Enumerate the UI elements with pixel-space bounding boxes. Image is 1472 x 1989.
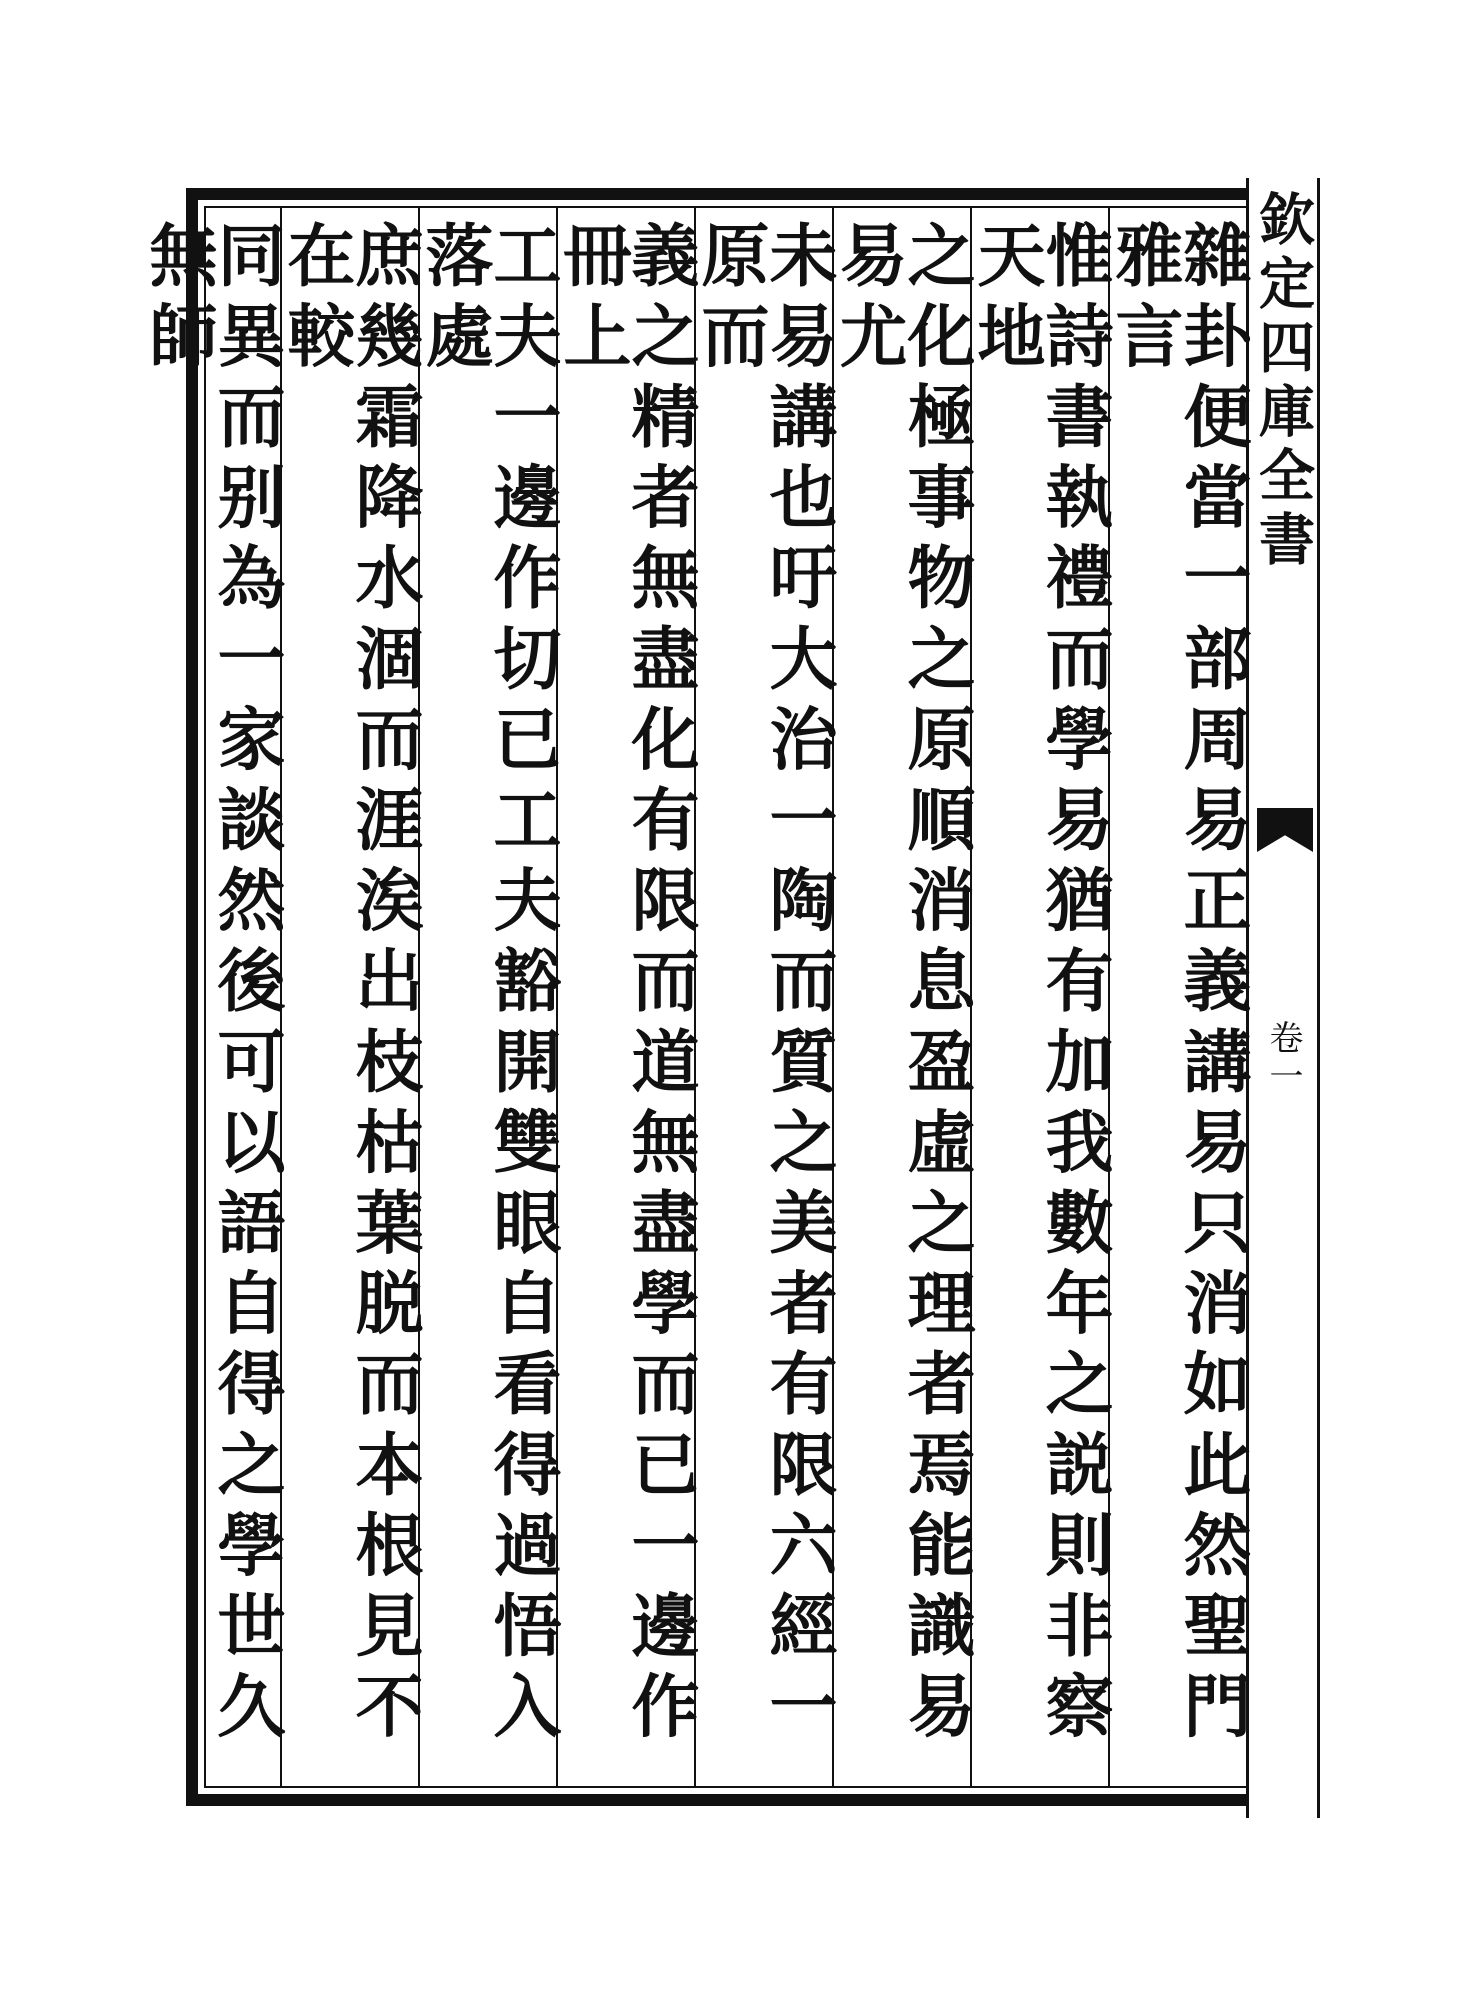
chapter-label (1249, 1020, 1317, 1096)
column-text: 惟詩書執禮而學易猶有加我數年之説則非察天地 (966, 220, 1114, 1752)
column-text: 工夫一邊作切已工夫豁開雙眼自看得過悟入落處 (414, 220, 562, 1752)
book-title-text: 欽定四庫全書 (1250, 190, 1316, 574)
column-text: 同異而别為一家談然後可以語自得之學世久無師 (138, 220, 286, 1752)
column-text: 雜卦便當一部周易正義講易只消如此然聖門雅言 (1104, 220, 1252, 1752)
text-column-4 (690, 208, 838, 1786)
text-column-3 (828, 208, 976, 1786)
text-frame-inner-border (138, 206, 1252, 1788)
column-text: 庶幾霜降水涸而涯涘出枝枯葉脱而本根見不在較 (276, 220, 424, 1752)
center-margin-strip (1246, 178, 1320, 1818)
text-column-7 (276, 208, 424, 1786)
text-columns (138, 208, 1252, 1786)
book-title (1249, 190, 1317, 574)
text-column-6 (414, 208, 562, 1786)
column-text: 義之精者無盡化有限而道無盡學而已一邊作冊上 (552, 220, 700, 1752)
column-text: 之化極事物之原順消息盈虛之理者焉能識易易尤 (828, 220, 976, 1752)
column-text: 未易講也吁大治一陶而質之美者有限六經一原而 (690, 220, 838, 1752)
text-frame (138, 188, 1252, 1806)
text-column-5 (552, 208, 700, 1786)
text-column-1 (1104, 208, 1252, 1786)
fishtail-mark-icon (1257, 808, 1313, 852)
chapter-label-text: 卷一 (1263, 1020, 1303, 1096)
text-column-2 (966, 208, 1114, 1786)
text-column-8 (138, 208, 286, 1786)
